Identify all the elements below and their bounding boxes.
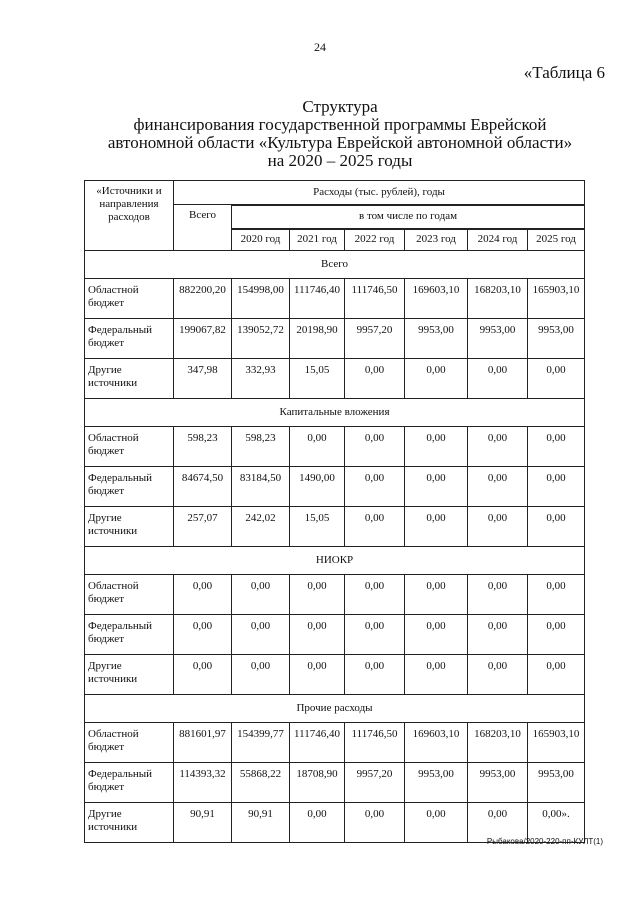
value-cell: 0,00 (528, 575, 585, 615)
section-row (85, 251, 585, 279)
section-row (85, 695, 585, 723)
value-cell: 9953,00 (405, 319, 468, 359)
value-cell: 90,91 (174, 803, 232, 843)
value-cell: 0,00 (345, 507, 405, 547)
value-cell: 139052,72 (232, 319, 290, 359)
table-row (85, 319, 585, 359)
value-cell: 18708,90 (290, 763, 345, 803)
table-row (85, 279, 585, 319)
value-cell: 84674,50 (174, 467, 232, 507)
source-label: Федеральный бюджет (85, 763, 174, 803)
table-reference: «Таблица 6 (523, 63, 605, 82)
value-cell: 9957,20 (345, 319, 405, 359)
value-cell: 9953,00 (468, 319, 528, 359)
value-cell: 15,05 (290, 359, 345, 399)
value-cell: 169603,10 (405, 723, 468, 763)
value-cell: 0,00 (468, 655, 528, 695)
source-label: Другие источники (85, 507, 174, 547)
header-year: 2025 год (528, 229, 585, 251)
value-cell: 0,00 (468, 575, 528, 615)
value-cell: 881601,97 (174, 723, 232, 763)
page-number: 24 (314, 40, 326, 54)
value-cell: 0,00 (405, 507, 468, 547)
footer-code: Рыбакова/2020-220-пп-КУЛТ(1) (486, 837, 603, 846)
header-year: 2023 год (405, 229, 468, 251)
header-by-years: в том числе по годам (232, 205, 585, 229)
value-cell: 0,00 (468, 467, 528, 507)
value-cell: 598,23 (174, 427, 232, 467)
header-total: Всего (174, 205, 232, 251)
section-title: НИОКР (85, 547, 585, 575)
source-label: Областной бюджет (85, 723, 174, 763)
value-cell: 0,00 (345, 427, 405, 467)
section-title: Прочие расходы (85, 695, 585, 723)
value-cell: 114393,32 (174, 763, 232, 803)
source-label: Федеральный бюджет (85, 615, 174, 655)
value-cell: 154399,77 (232, 723, 290, 763)
value-cell: 347,98 (174, 359, 232, 399)
value-cell: 0,00 (468, 615, 528, 655)
value-cell: 0,00 (345, 803, 405, 843)
value-cell: 0,00 (405, 359, 468, 399)
source-label: Областной бюджет (85, 575, 174, 615)
value-cell: 0,00 (468, 507, 528, 547)
value-cell: 9953,00 (405, 763, 468, 803)
source-label: Областной бюджет (85, 279, 174, 319)
value-cell: 0,00 (232, 655, 290, 695)
value-cell: 169603,10 (405, 279, 468, 319)
value-cell: 9953,00 (528, 763, 585, 803)
value-cell: 9953,00 (528, 319, 585, 359)
title-line: автономной области «Культура Еврейской автономной области» (107, 133, 573, 152)
value-cell: 0,00 (232, 615, 290, 655)
value-cell: 168203,10 (468, 279, 528, 319)
value-cell: 0,00 (290, 575, 345, 615)
header-year: 2020 год (232, 229, 290, 251)
value-cell: 0,00 (290, 803, 345, 843)
value-cell: 242,02 (232, 507, 290, 547)
value-cell: 9957,20 (345, 763, 405, 803)
value-cell: 0,00 (174, 615, 232, 655)
value-cell: 0,00 (345, 359, 405, 399)
value-cell: 0,00 (468, 359, 528, 399)
value-cell: 83184,50 (232, 467, 290, 507)
value-cell: 0,00 (345, 467, 405, 507)
value-cell: 9953,00 (468, 763, 528, 803)
title-line: финансирования государственной программы Еврейской (133, 115, 547, 134)
value-cell: 20198,90 (290, 319, 345, 359)
value-cell: 0,00 (290, 655, 345, 695)
title-line: на 2020 – 2025 годы (267, 151, 413, 170)
document-title (80, 98, 600, 170)
value-cell: 0,00 (468, 803, 528, 843)
value-cell: 0,00 (405, 615, 468, 655)
value-cell: 0,00 (405, 467, 468, 507)
table-row (85, 615, 585, 655)
table-row (85, 575, 585, 615)
table-row (85, 427, 585, 467)
source-label: Другие источники (85, 655, 174, 695)
header-year: 2021 год (290, 229, 345, 251)
table-row (85, 507, 585, 547)
value-cell: 0,00 (405, 803, 468, 843)
value-cell: 0,00 (174, 655, 232, 695)
value-cell: 0,00 (405, 655, 468, 695)
value-cell: 165903,10 (528, 723, 585, 763)
value-cell: 199067,82 (174, 319, 232, 359)
source-label: Областной бюджет (85, 427, 174, 467)
section-title: Капитальные вложения (85, 399, 585, 427)
value-cell: 165903,10 (528, 279, 585, 319)
value-cell: 0,00». (528, 803, 585, 843)
value-cell: 0,00 (174, 575, 232, 615)
value-cell: 55868,22 (232, 763, 290, 803)
table-row (85, 655, 585, 695)
section-row (85, 399, 585, 427)
value-cell: 0,00 (345, 575, 405, 615)
value-cell: 154998,00 (232, 279, 290, 319)
value-cell: 882200,20 (174, 279, 232, 319)
value-cell: 0,00 (345, 615, 405, 655)
value-cell: 111746,40 (290, 723, 345, 763)
table-row (85, 763, 585, 803)
table-row (85, 359, 585, 399)
value-cell: 257,07 (174, 507, 232, 547)
value-cell: 1490,00 (290, 467, 345, 507)
value-cell: 0,00 (528, 427, 585, 467)
source-label: Другие источники (85, 359, 174, 399)
financing-table (84, 180, 585, 843)
value-cell: 0,00 (290, 427, 345, 467)
header-expenses: Расходы (тыс. рублей), годы (174, 181, 585, 205)
source-label: Другие источники (85, 803, 174, 843)
header-year: 2022 год (345, 229, 405, 251)
value-cell: 111746,40 (290, 279, 345, 319)
value-cell: 111746,50 (345, 279, 405, 319)
source-label: Федеральный бюджет (85, 467, 174, 507)
value-cell: 598,23 (232, 427, 290, 467)
value-cell: 0,00 (468, 427, 528, 467)
value-cell: 168203,10 (468, 723, 528, 763)
table-row (85, 467, 585, 507)
value-cell: 0,00 (405, 427, 468, 467)
value-cell: 0,00 (528, 655, 585, 695)
section-row (85, 547, 585, 575)
table-row (85, 723, 585, 763)
value-cell: 0,00 (405, 575, 468, 615)
value-cell: 0,00 (528, 467, 585, 507)
value-cell: 0,00 (232, 575, 290, 615)
value-cell: 0,00 (528, 507, 585, 547)
value-cell: 0,00 (345, 655, 405, 695)
header-year: 2024 год (468, 229, 528, 251)
source-label: Федеральный бюджет (85, 319, 174, 359)
value-cell: 0,00 (290, 615, 345, 655)
value-cell: 111746,50 (345, 723, 405, 763)
value-cell: 0,00 (528, 359, 585, 399)
value-cell: 90,91 (232, 803, 290, 843)
header-sources: «Источники и направления расходов (85, 181, 174, 251)
section-title: Всего (85, 251, 585, 279)
title-line: Структура (302, 97, 378, 116)
value-cell: 332,93 (232, 359, 290, 399)
value-cell: 0,00 (528, 615, 585, 655)
value-cell: 15,05 (290, 507, 345, 547)
